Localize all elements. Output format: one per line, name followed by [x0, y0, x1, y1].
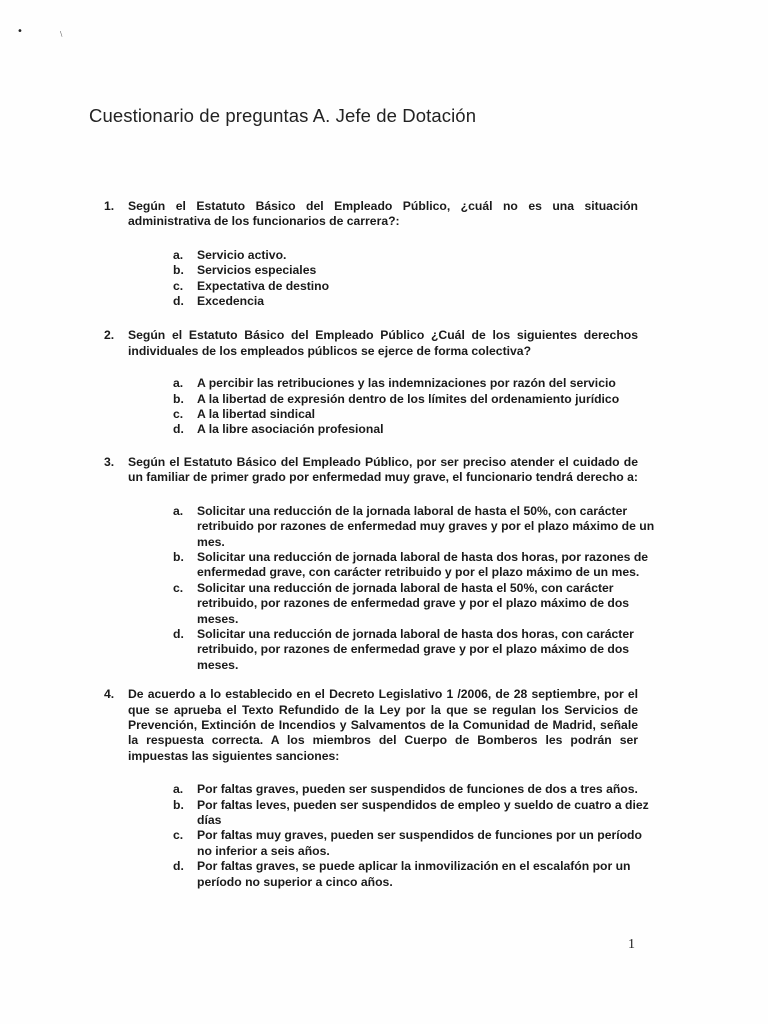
option-text: A percibir las retribuciones y las indemnizaciones por razón del servicio: [197, 376, 616, 391]
question-text: Según el Estatuto Básico del Empleado Público, por ser preciso atender el cuidado de un familiar de primer grado por enfermedad muy grave, el funcionario tendrá derecho a:: [128, 454, 638, 485]
option-b: [173, 392, 638, 407]
question-text: Según el Estatuto Básico del Empleado Público ¿Cuál de los siguientes derechos individuales de los empleados públicos se ejerce de forma colectiva?: [128, 328, 638, 358]
option-text: Por faltas muy graves, pueden ser suspendidos de funciones por un período no inferior a seis años.: [197, 828, 642, 858]
option-a: [173, 782, 638, 797]
option-letter: c.: [173, 580, 184, 595]
option-a: [173, 248, 638, 263]
option-c: [173, 581, 638, 627]
option-letter: d.: [173, 626, 184, 641]
option-letter: b.: [173, 391, 184, 406]
option-letter: a.: [173, 503, 184, 518]
option-a: [173, 376, 638, 391]
option-c: [173, 828, 642, 859]
option-text: A la libertad de expresión dentro de los límites del ordenamiento jurídico: [197, 391, 620, 406]
question-list: [104, 199, 655, 890]
option-text: Excedencia: [197, 294, 265, 309]
option-text: A la libre asociación profesional: [197, 422, 384, 437]
question-text: Según el Estatuto Básico del Empleado Público, ¿cuál no es una situación administrativa de los funcionarios de carrera?:: [128, 199, 638, 229]
option-c: [173, 279, 638, 294]
question-1: [104, 199, 638, 309]
option-text: Por faltas graves, se puede aplicar la inmovilización en el escalafón por un período no superior a cinco años.: [197, 859, 631, 889]
question-3: [104, 454, 655, 673]
option-text: Solicitar una reducción de jornada laboral de hasta dos horas, por razones de enfermedad grave, con carácter retribuido y por el plazo máximo de un mes.: [197, 549, 649, 580]
option-text: Por faltas graves, pueden ser suspendidos de funciones de dos a tres años.: [197, 782, 638, 797]
option-letter: b.: [173, 797, 184, 812]
question-number: 3.: [104, 454, 115, 469]
option-letter: c.: [173, 407, 184, 422]
option-list: [128, 503, 655, 673]
option-letter: d.: [173, 294, 184, 309]
option-text: Expectativa de destino: [197, 278, 330, 293]
document-title: Cuestionario de preguntas A. Jefe de Dotación: [89, 105, 477, 127]
option-d: [173, 859, 638, 890]
question-text: De acuerdo a lo establecido en el Decreto Legislativo 1 /2006, de 28 septiembre, por el que se aprueba el Texto Refundido de la Ley por la que se regulan los Servicios de Prevención, Extinción de Incendios y Salvamentos de la Comunidad de Madrid, señale la respuesta correcta. A los miembros del Cuerpo de Bomberos les podrán ser impuestas las siguientes sanciones:: [128, 687, 638, 763]
question-number: 4.: [104, 687, 115, 702]
option-text: Solicitar una reducción de jornada laboral de hasta dos horas, con carácter retribuido, por razones de enfermedad grave y por el plazo máximo de dos meses.: [197, 626, 634, 672]
option-text: A la libertad sindical: [197, 407, 316, 422]
option-d: [173, 294, 638, 309]
page-number: 1: [628, 937, 635, 952]
option-text: Servicios especiales: [197, 263, 317, 278]
option-d: [173, 422, 638, 437]
option-c: [173, 407, 638, 422]
option-text: Solicitar una reducción de la jornada laboral de hasta el 50%, con carácter retribuido por razones de enfermedad muy graves y por el plazo máximo de un mes.: [197, 503, 655, 549]
option-letter: b.: [173, 549, 184, 564]
option-b: [173, 263, 638, 278]
option-b: [173, 797, 649, 829]
option-list: [128, 248, 638, 310]
question-2: [104, 328, 638, 437]
option-d: [173, 627, 638, 673]
option-text: Solicitar una reducción de jornada laboral de hasta el 50%, con carácter retribuido, por razones de enfermedad grave y por el plazo máximo de dos meses.: [197, 580, 630, 626]
option-text: Servicio activo.: [197, 247, 287, 262]
option-list: [128, 782, 649, 890]
option-letter: d.: [173, 859, 184, 874]
question-number: 2.: [104, 328, 115, 343]
option-letter: a.: [173, 247, 184, 262]
option-letter: a.: [173, 782, 184, 797]
option-letter: c.: [173, 828, 184, 843]
option-letter: d.: [173, 422, 184, 437]
question-4: [104, 687, 649, 890]
option-a: [173, 503, 655, 550]
option-letter: a.: [173, 376, 184, 391]
option-b: [173, 549, 649, 581]
scan-mark-dot: •: [17, 26, 23, 37]
option-list: [128, 376, 638, 438]
scan-mark-tick: \: [60, 30, 63, 38]
option-text: Por faltas leves, pueden ser suspendidos de empleo y sueldo de cuatro a diez días: [197, 797, 649, 827]
option-letter: b.: [173, 263, 184, 278]
question-number: 1.: [104, 199, 115, 213]
option-letter: c.: [173, 278, 184, 293]
